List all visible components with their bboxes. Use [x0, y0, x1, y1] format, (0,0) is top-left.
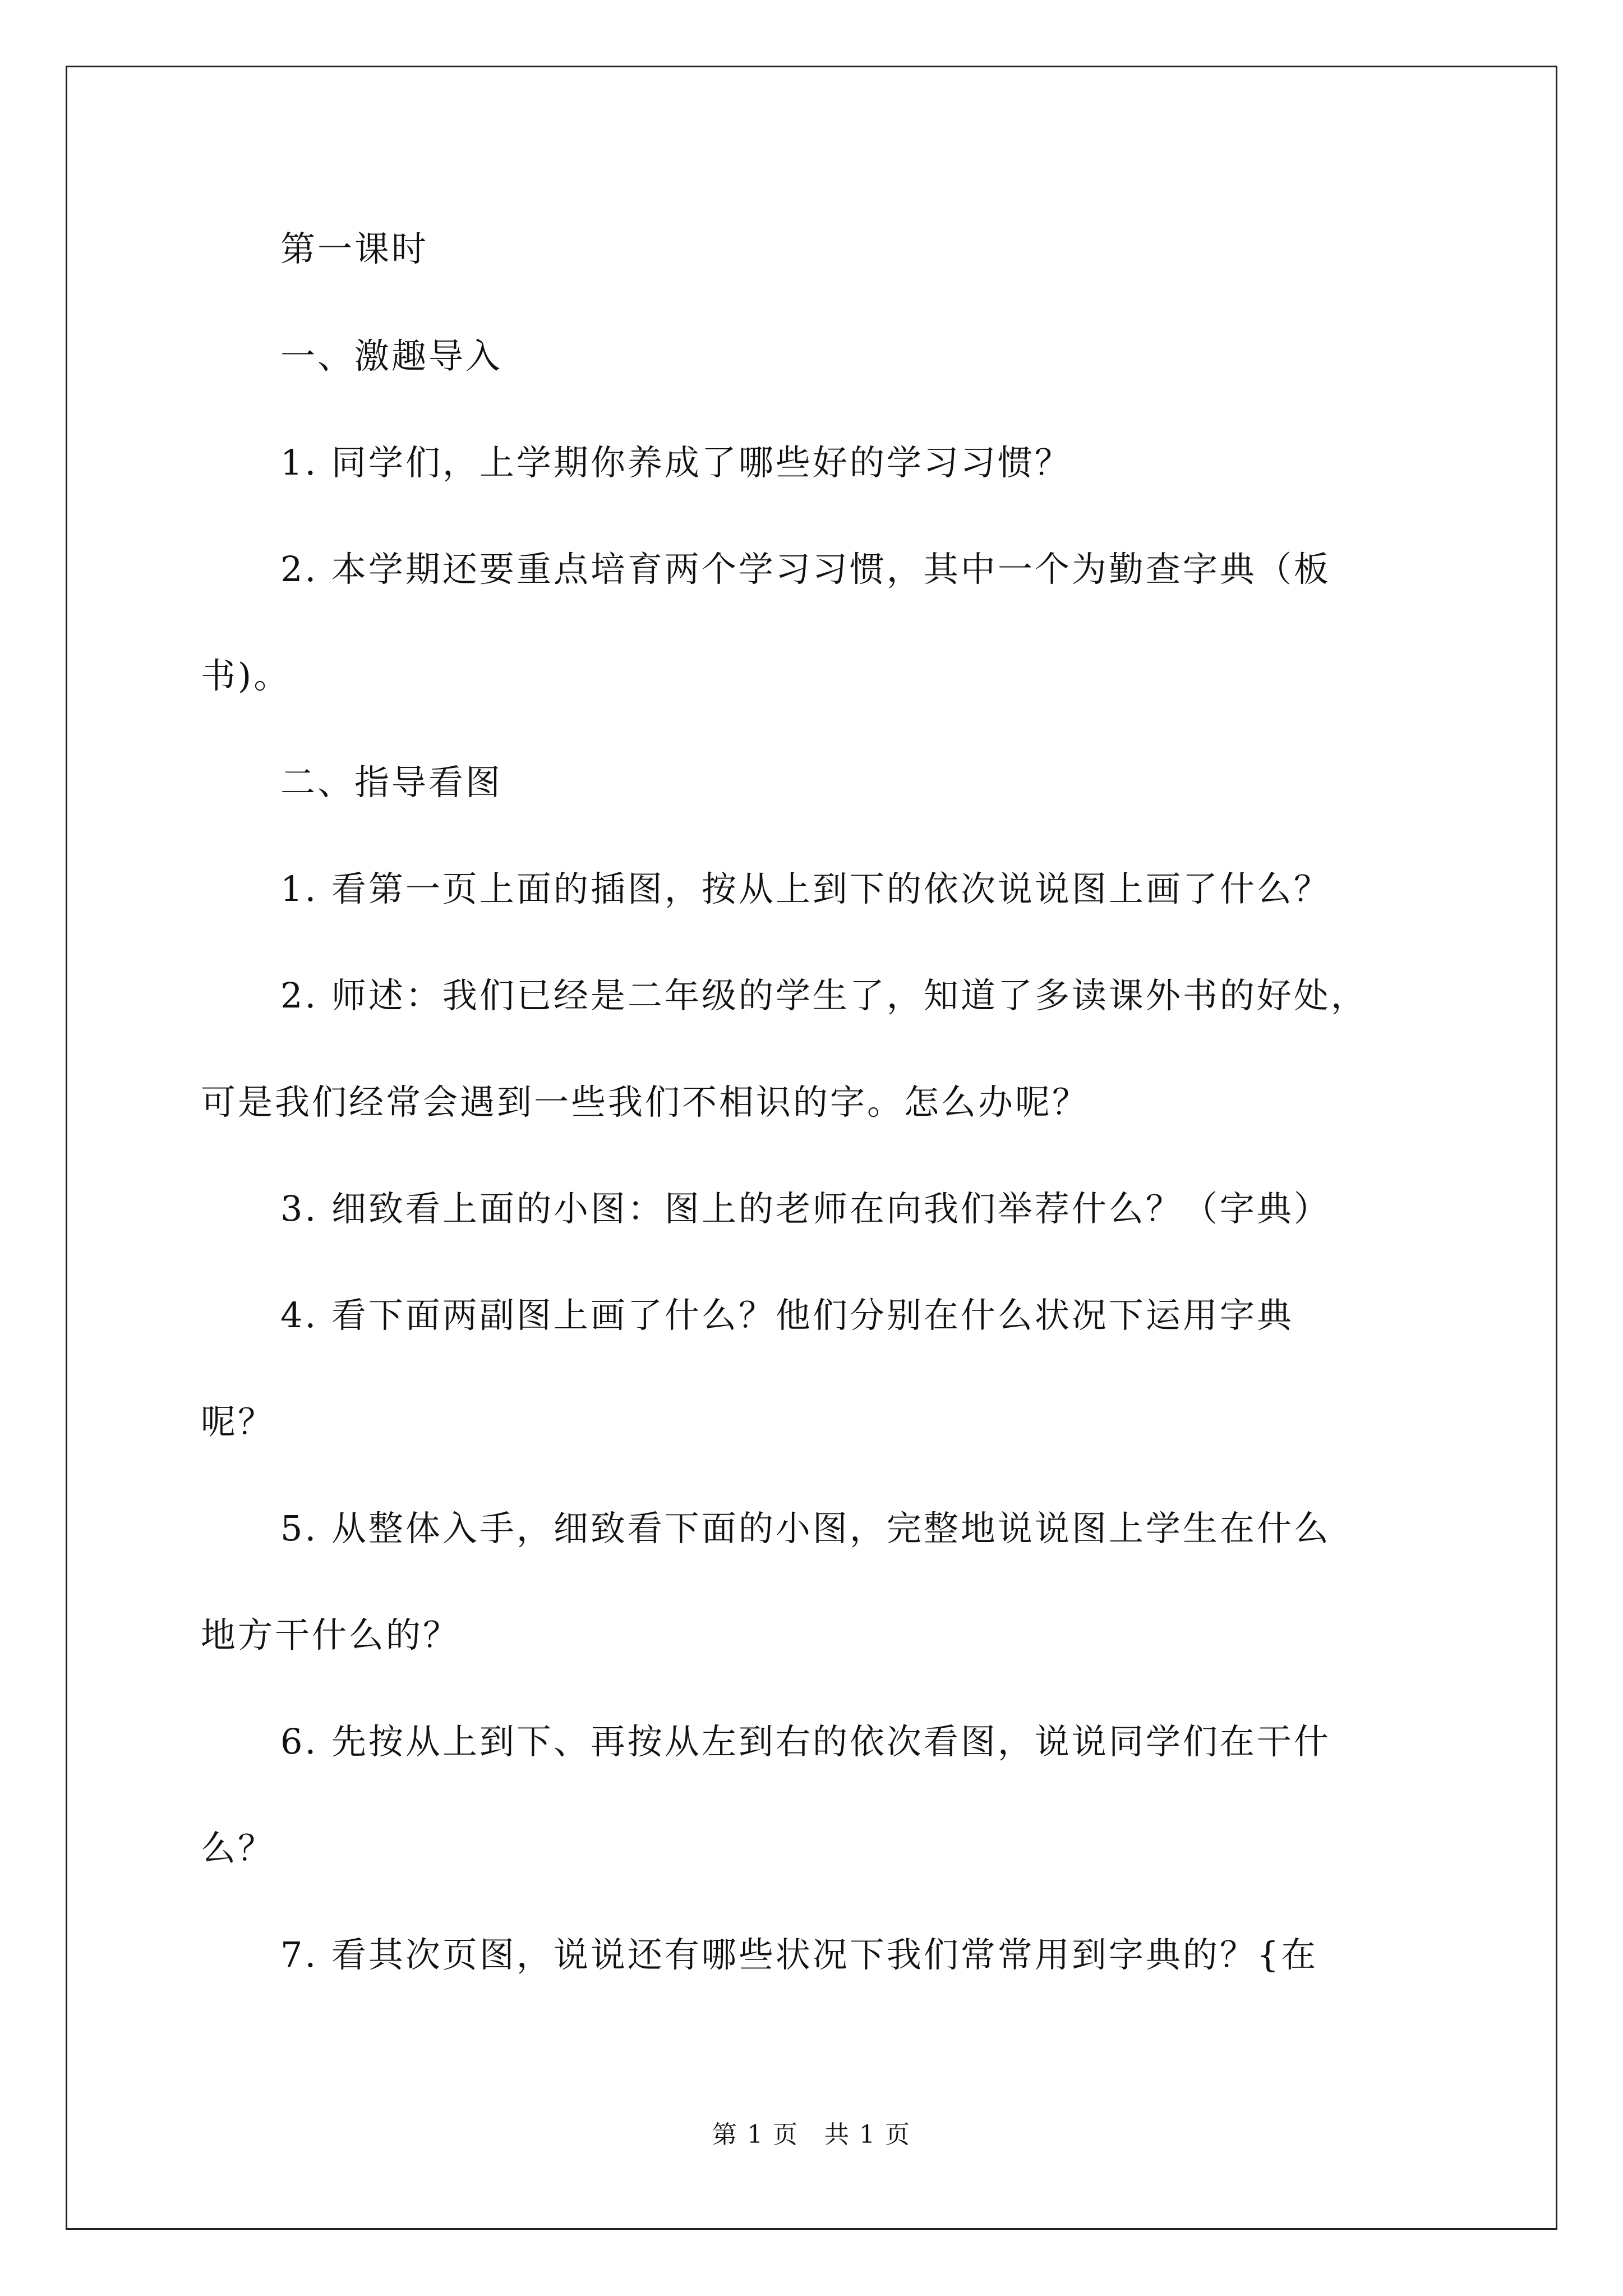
paragraph-line: 可是我们经常会遇到一些我们不相识的字。怎么办呢？ — [201, 1082, 1090, 1122]
paragraph-line: 6. 先按从上到下、再按从左到右的依次看图，说说同学们在干什 — [280, 1721, 1331, 1762]
paragraph-line: 1. 看第一页上面的插图，按从上到下的依次说说图上画了什么？ — [280, 868, 1331, 909]
page-number: 第 1 页 共 1 页 — [712, 2120, 911, 2149]
heading: 一、激趣导入 — [280, 335, 503, 376]
paragraph-line: 呢？ — [201, 1401, 275, 1442]
paragraph-line: 1. 同学们，上学期你养成了哪些好的学习习惯？ — [280, 442, 1072, 483]
paragraph-line: 2. 本学期还要重点培育两个学习习惯，其中一个为勤查字典（板 — [280, 549, 1331, 590]
section-title: 第一课时 — [280, 228, 429, 269]
page-border — [66, 66, 1557, 2230]
heading: 二、指导看图 — [280, 762, 503, 803]
paragraph-line: 3. 细致看上面的小图：图上的老师在向我们举荐什么？（字典） — [280, 1188, 1331, 1229]
paragraph-line: 2. 师述：我们已经是二年级的学生了，知道了多读课外书的好处， — [280, 975, 1368, 1016]
paragraph-line: 4. 看下面两副图上画了什么？他们分别在什么状况下运用字典 — [280, 1295, 1294, 1336]
paragraph-line: 书)。 — [201, 655, 291, 696]
paragraph-line: 7. 看其次页图，说说还有哪些状况下我们常常用到字典的？{在 — [280, 1934, 1318, 1975]
paragraph-line: 地方干什么的？ — [201, 1614, 460, 1655]
paragraph-line: 5. 从整体入手，细致看下面的小图，完整地说说图上学生在什么 — [280, 1508, 1331, 1549]
paragraph-line: 么？ — [201, 1828, 275, 1869]
